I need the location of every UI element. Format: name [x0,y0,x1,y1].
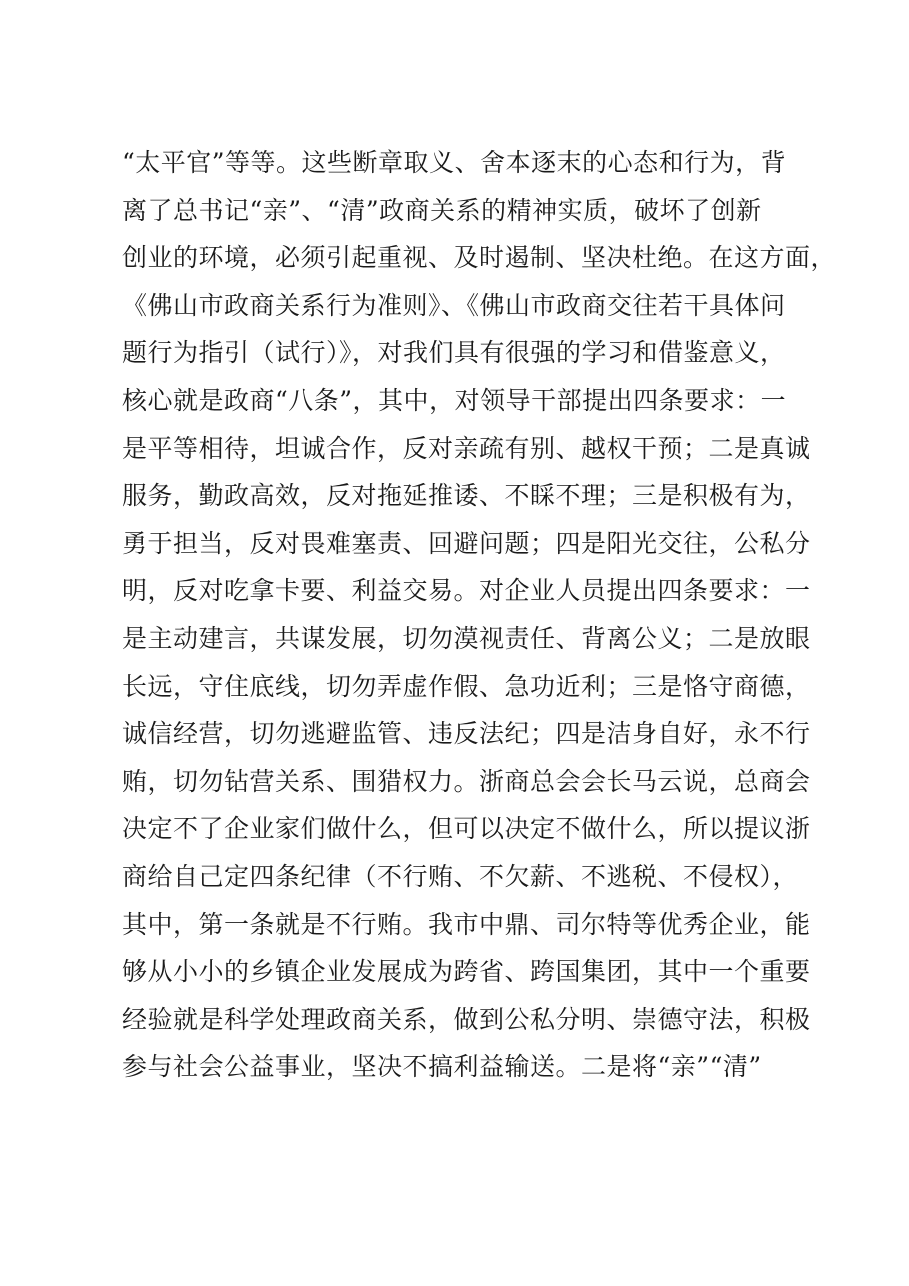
body-text [122,139,837,1091]
text-line: “太平官”等等。这些断章取义、舍本逐末的心态和行为，背 [122,148,787,177]
text-line: 其中，第一条就是不行贿。我市中鼎、司尔特等优秀企业，能 [122,909,811,939]
text-line: 参与社会公益事业，坚决不搞利益输送。二是将“亲”“清” [122,1052,762,1082]
text-line: 服务，勤政高效，反对拖延推诿、不睬不理；三是积极有为， [122,481,811,511]
text-line: 贿，切勿钻营关系、围猎权力。浙商总会会长马云说，总商会 [122,766,811,796]
text-line: 够从小小的乡镇企业发展成为跨省、跨国集团，其中一个重要 [122,957,811,987]
text-line: 是平等相待，坦诚合作，反对亲疏有别、越权干预；二是真诚 [122,433,811,463]
text-line: 创业的环境，必须引起重视、及时遏制、坚决杜绝。在这方面， [122,243,837,273]
text-line: 《佛山市政商关系行为准则》、《佛山市政商交往若干具体问 [122,290,786,320]
text-line: 明，反对吃拿卡要、利益交易。对企业人员提出四条要求：一 [122,576,811,606]
text-line: 是主动建言，共谋发展，切勿漠视责任、背离公义；二是放眼 [122,623,811,653]
text-line: 诚信经营，切勿逃避监管、违反法纪；四是洁身自好，永不行 [122,719,811,749]
text-line: 勇于担当，反对畏难塞责、回避问题；四是阳光交往，公私分 [122,528,811,558]
text-line: 题行为指引（试行）》，对我们具有很强的学习和借鉴意义， [122,338,786,368]
text-line: 离了总书记“亲”、“清”政商关系的精神实质，破坏了创新 [122,195,762,225]
text-line: 商给自己定四条纪律（不行贿、不欠薪、不逃税、不侵权）， [122,861,799,891]
text-line: 核心就是政商“八条”，其中，对领导干部提出四条要求：一 [122,385,787,415]
text-line: 决定不了企业家们做什么，但可以决定不做什么，所以提议浙 [122,814,811,844]
text-line: 经验就是科学处理政商关系，做到公私分明、崇德守法，积极 [122,1004,811,1034]
text-line: 长远，守住底线，切勿弄虚作假、急功近利；三是恪守商德， [122,671,811,701]
